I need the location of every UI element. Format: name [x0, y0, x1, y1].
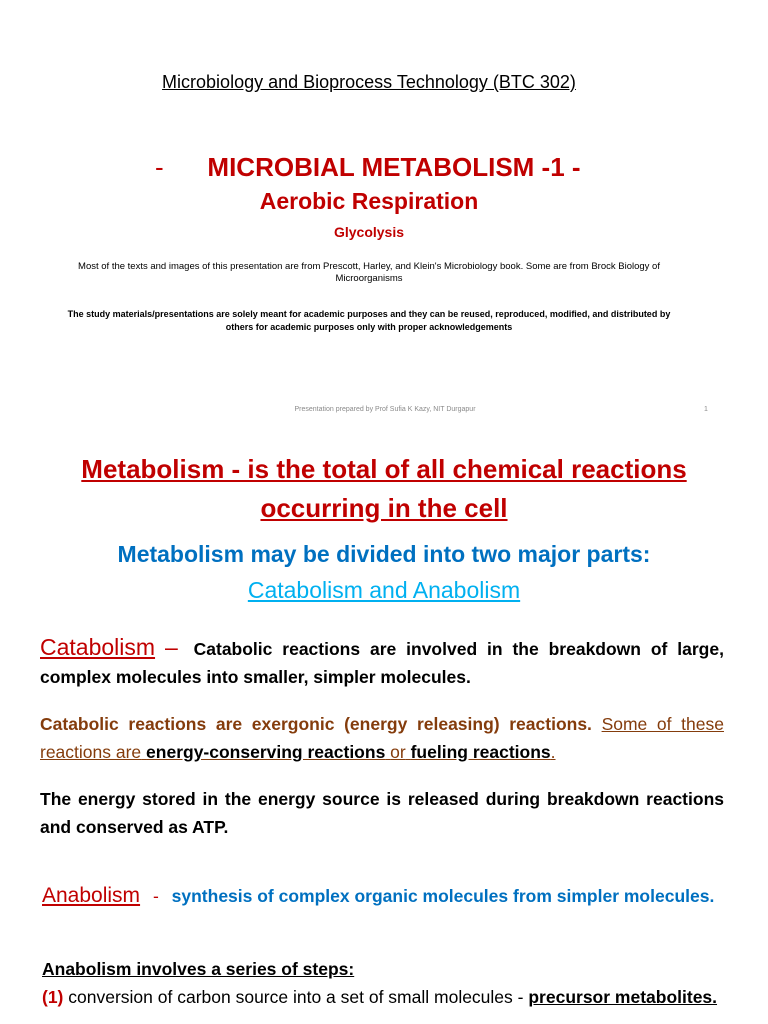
step-1-text: conversion of carbon source into a set of small molecules -: [68, 987, 524, 1007]
main-title: [0, 152, 768, 183]
page-number: 1: [704, 406, 708, 413]
metabolism-division: [0, 536, 768, 608]
anabolism-paragraph: [42, 882, 726, 910]
anabolism-text: synthesis of complex organic molecules from simpler molecules.: [171, 886, 715, 906]
energy-paragraph: The energy stored in the energy source is released during breakdown reactions and conserved as ATP.: [40, 789, 724, 837]
step-1-number: (1): [42, 987, 64, 1007]
fueling-term: fueling reactions: [410, 742, 551, 762]
metabolism-definition: [0, 450, 768, 528]
exergonic-bold: Catabolic reactions are exergonic (energy releasing) reactions.: [40, 714, 592, 734]
catabolism-text: Catabolic reactions are involved in the breakdown of large, complex molecules into smaller, simpler molecules.: [40, 639, 724, 687]
step-1-term: precursor metabolites.: [528, 987, 718, 1007]
source-note: Most of the texts and images of this presentation are from Prescott, Harley, and Klein's Microbiology book. Some are from Brock Biology of Microorganisms: [78, 261, 660, 284]
definition-line-2: occurring in the cell: [260, 493, 508, 523]
exergonic-some: Some of these reactions are: [40, 714, 724, 762]
usage-note: The study materials/presentations are solely meant for academic purposes and they can be reused, reproduced, modified, and distributed by others for academic purposes only with proper acknowledgements: [67, 309, 671, 332]
anabolism-dash: -: [152, 886, 159, 906]
division-link[interactable]: Catabolism and Anabolism: [247, 577, 521, 603]
anabolism-steps: [42, 955, 726, 1011]
period: .: [550, 742, 556, 762]
slide-footer: Presentation prepared by Prof Sufia K Kazy, NIT Durgapur: [294, 406, 476, 413]
subtitle: Aerobic Respiration: [259, 188, 479, 214]
course-title: Microbiology and Bioprocess Technology (BTC 302): [162, 72, 576, 92]
energy-conserving-term: energy-conserving reactions: [146, 742, 386, 762]
anabolism-term: Anabolism: [42, 884, 141, 907]
catabolism-paragraph: [40, 633, 724, 691]
or-word: or: [390, 742, 406, 762]
catabolism-term: Catabolism: [40, 634, 156, 660]
division-text: Metabolism may be divided into two major parts:: [117, 541, 651, 567]
main-title-text: MICROBIAL METABOLISM -1 -: [207, 152, 581, 182]
catabolism-dash: –: [164, 634, 178, 660]
sub-subtitle: Glycolysis: [333, 224, 405, 240]
title-dash: -: [155, 152, 164, 182]
definition-line-1: Metabolism - is the total of all chemical reactions: [81, 454, 687, 484]
steps-heading: Anabolism involves a series of steps:: [42, 959, 355, 979]
exergonic-paragraph: [40, 710, 724, 766]
